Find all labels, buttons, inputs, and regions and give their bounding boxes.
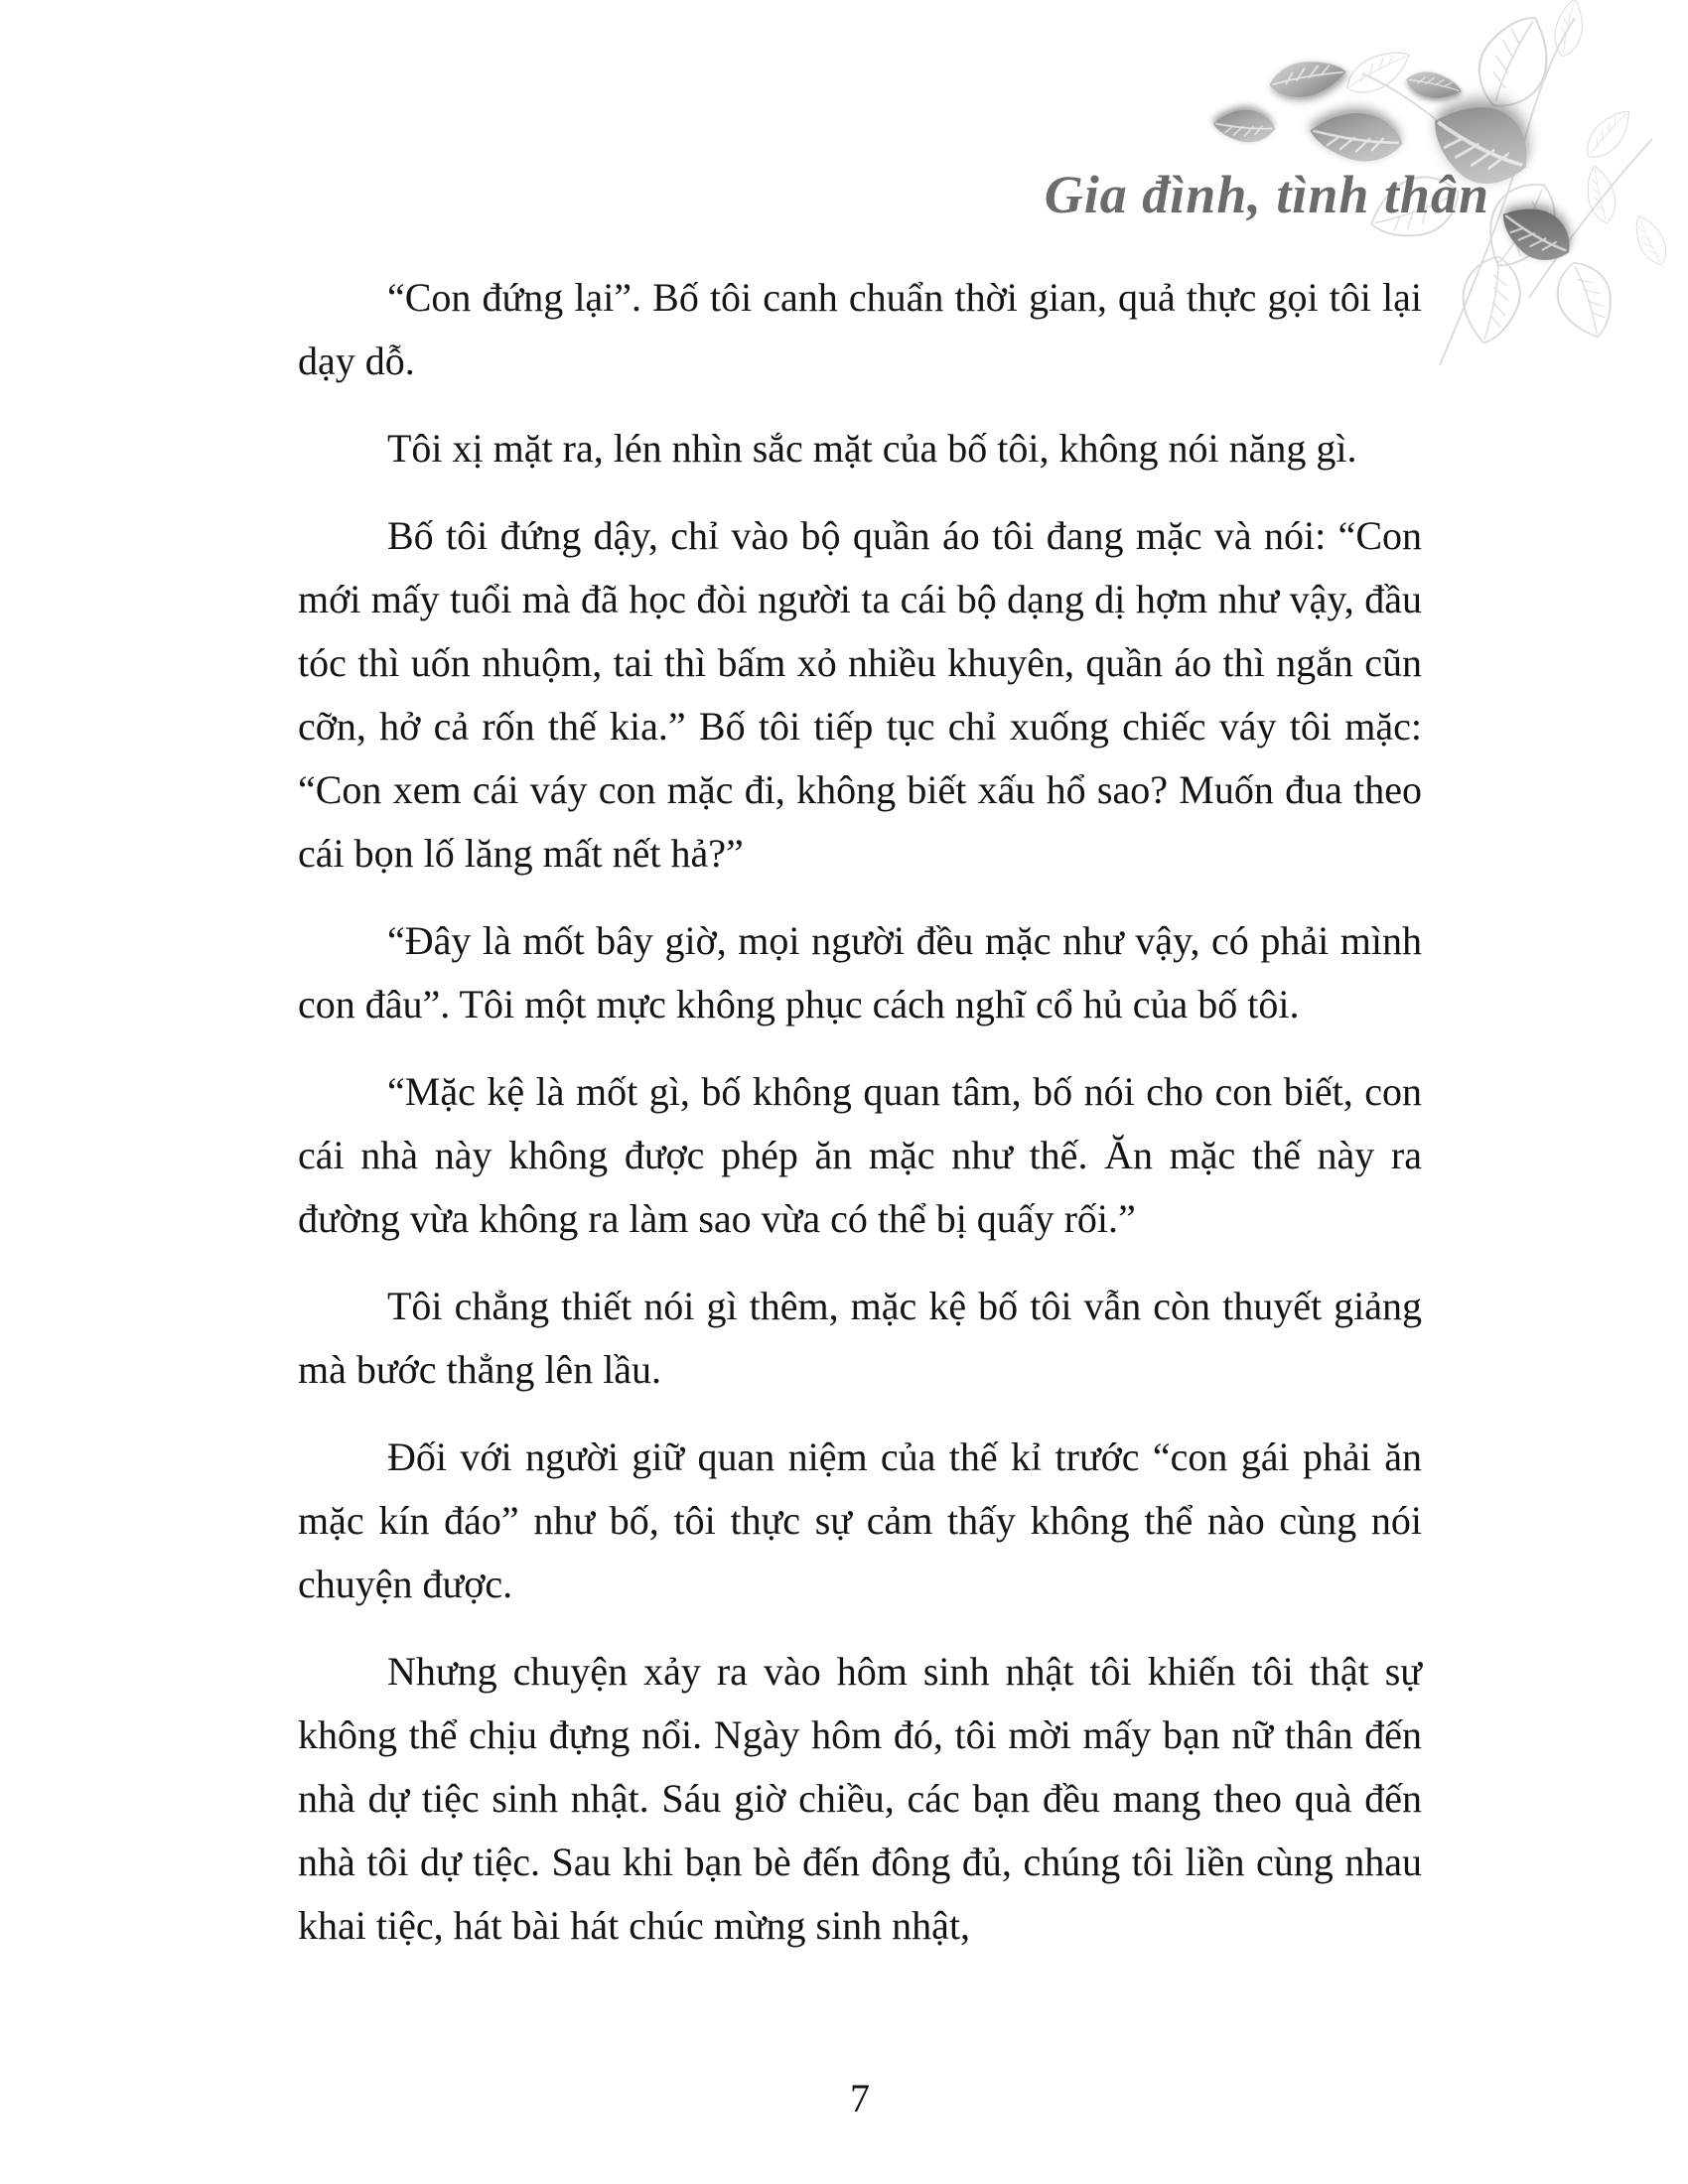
paragraph: Bố tôi đứng dậy, chỉ vào bộ quần áo tôi đang mặc và nói: “Con mới mấy tuổi mà đã học đòi người ta cái bộ dạng dị hợm như vậy, đầu tóc thì uốn nhuộm, tai thì bấm xỏ nhiều khuyên, quần áo thì ngắn cũn cỡn, hở cả rốn thế kia.” Bố tôi tiếp tục chỉ xuống chiếc váy tôi mặc: “Con xem cái váy con mặc đi, không biết xấu hổ sao? Muốn đua theo cái bọn lố lăng mất nết hả?” <box>298 513 1422 876</box>
paragraph: Đối với người giữ quan niệm của thế kỉ trước “con gái phải ăn mặc kín đáo” như bố, tôi thực sự cảm thấy không thể nào cùng nói chuyện được. <box>298 1434 1422 1606</box>
paragraph: Tôi xị mặt ra, lén nhìn sắc mặt của bố tôi, không nói năng gì. <box>387 426 1357 471</box>
paragraph: Nhưng chuyện xảy ra vào hôm sinh nhật tôi khiến tôi thật sự không thể chịu đựng nổi. Ngày hôm đó, tôi mời mấy bạn nữ thân đến nhà dự tiệc sinh nhật. Sáu giờ chiều, các bạn đều mang theo quà đến nhà tôi dự tiệc. Sau khi bạn bè đến đông đủ, chúng tôi liền cùng nhau khai tiệc, hát bài hát chúc mừng sinh nhật, <box>298 1649 1422 1948</box>
page-number: 7 <box>850 2076 870 2120</box>
paragraph: “Mặc kệ là mốt gì, bố không quan tâm, bố nói cho con biết, con cái nhà này không được phép ăn mặc như thế. Ăn mặc thế này ra đường vừa không ra làm sao vừa có thể bị quấy rối.” <box>298 1069 1422 1241</box>
chapter-header: Gia đình, tình thân <box>1044 165 1489 224</box>
paragraph: Tôi chẳng thiết nói gì thêm, mặc kệ bố tôi vẫn còn thuyết giảng mà bước thẳng lên lầu. <box>298 1284 1422 1392</box>
paragraph: “Con đứng lại”. Bố tôi canh chuẩn thời gian, quả thực gọi tôi lại dạy dỗ. <box>298 275 1422 383</box>
page-text <box>298 266 1422 1981</box>
paragraph: “Đây là mốt bây giờ, mọi người đều mặc như vậy, có phải mình con đâu”. Tôi một mực không phục cách nghĩ cổ hủ của bố tôi. <box>298 918 1422 1026</box>
